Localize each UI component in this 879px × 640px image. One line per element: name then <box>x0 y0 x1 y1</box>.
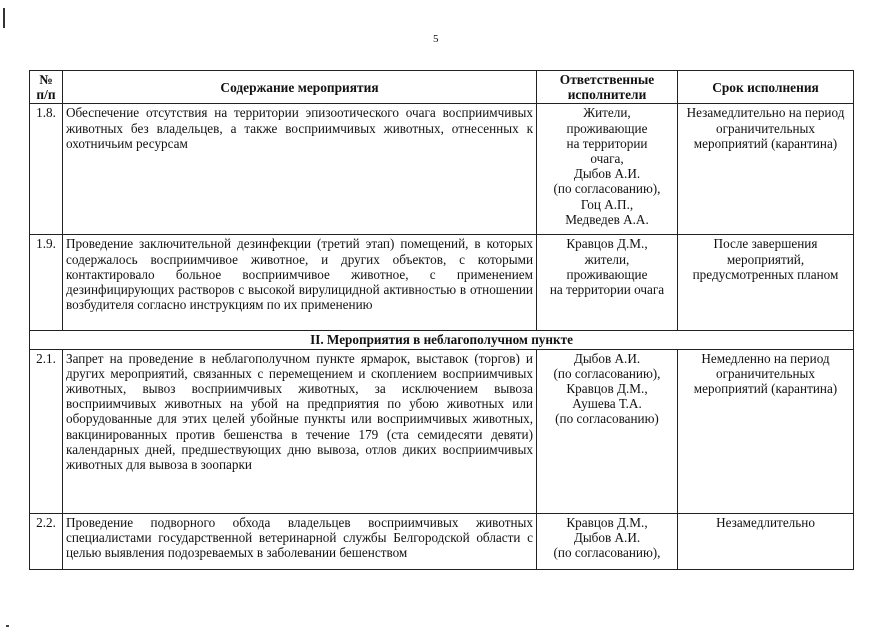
row-term: После завершения мероприятий, предусмотренных планом <box>678 235 854 331</box>
measures-table <box>29 70 854 570</box>
table-row <box>30 104 854 235</box>
header-responsible: Ответственные исполнители <box>537 71 678 104</box>
table-header-row <box>30 71 854 104</box>
row-responsible: Дыбов А.И. (по согласованию), Кравцов Д.М., Аушева Т.А. (по согласованию) <box>537 349 678 513</box>
row-content: Проведение подворного обхода владельцев восприимчивых животных специалистами государственной ветеринарной службы Белгородской области с целью выявления подозреваемых в заболевании бешенством <box>63 513 537 569</box>
row-number: 2.1. <box>30 349 63 513</box>
row-responsible: Жители, проживающие на территории очага, Дыбов А.И. (по согласованию), Гоц А.П., Медведев А.А. <box>537 104 678 235</box>
section-title: II. Мероприятия в неблагополучном пункте <box>30 331 854 349</box>
row-content: Обеспечение отсутствия на территории эпизоотического очага восприимчивых животных без владельцев, а также восприимчивых животных, отнесенных к охотничьим ресурсам <box>63 104 537 235</box>
scan-artifact-dot <box>6 625 9 627</box>
row-term: Незамедлительно <box>678 513 854 569</box>
header-content: Содержание мероприятия <box>63 71 537 104</box>
table-row <box>30 349 854 513</box>
page-bottom-blank <box>29 580 853 640</box>
header-num: № п/п <box>30 71 63 104</box>
row-term: Немедленно на период ограничительных мероприятий (карантина) <box>678 349 854 513</box>
row-number: 2.2. <box>30 513 63 569</box>
row-term: Незамедлительно на период ограничительных мероприятий (карантина) <box>678 104 854 235</box>
scan-edge-mark <box>3 8 5 28</box>
table-row <box>30 235 854 331</box>
row-content: Запрет на проведение в неблагополучном пункте ярмарок, выставок (торгов) и других мероприятий, связанных с перемещением и скоплением восприимчивых животных, вывоз восприимчивых животных, за исключением вывоза восприимчивых животных на убой на предприятия по убою животных или оборудованные для этих целей убойные пункты или восприимчивых животных, вакцинированных против бешенства в течение 179 (ста семидесяти девяти) календарных дней, предшествующих дню вывоза, отлов диких восприимчивых животных для вывоза в зоопарки <box>63 349 537 513</box>
row-number: 1.9. <box>30 235 63 331</box>
page-number: 5 <box>433 33 439 45</box>
row-responsible: Кравцов Д.М., Дыбов А.И. (по согласованию), <box>537 513 678 569</box>
row-number: 1.8. <box>30 104 63 235</box>
row-content: Проведение заключительной дезинфекции (третий этап) помещений, в которых содержалось восприимчивое животное, и других объектов, с которыми контактировало больное восприимчивое животное, с применением дезинфицирующих растворов с высокой вирулицидной активностью в отношении возбудителя согласно инструкциям по их применению <box>63 235 537 331</box>
table-row <box>30 513 854 569</box>
section-row <box>30 331 854 349</box>
row-responsible: Кравцов Д.М., жители, проживающие на территории очага <box>537 235 678 331</box>
header-term: Срок исполнения <box>678 71 854 104</box>
